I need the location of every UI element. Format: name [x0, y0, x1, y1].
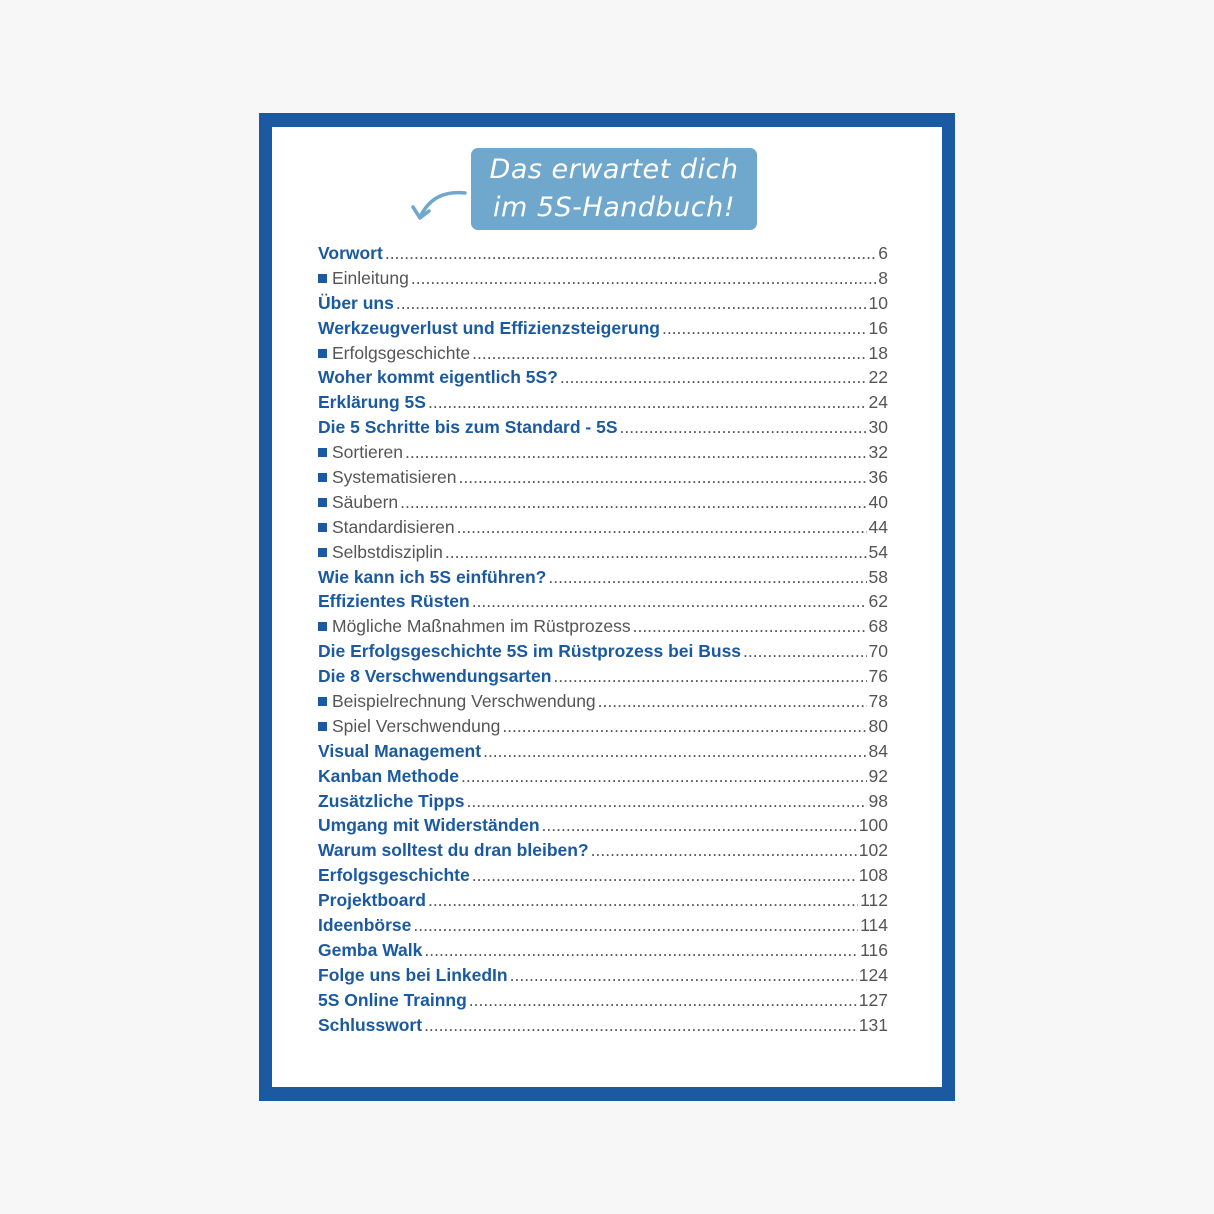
toc-entry-page: 16	[868, 317, 888, 338]
toc-entry[interactable]	[318, 840, 888, 865]
toc-entry-page: 102	[858, 840, 888, 861]
curved-arrow-icon	[410, 187, 470, 227]
square-bullet-icon	[318, 473, 327, 482]
toc-entry-page: 62	[868, 591, 888, 612]
toc-entry-title: Wie kann ich 5S einführen?	[318, 566, 547, 587]
toc-entry[interactable]	[318, 392, 888, 417]
dot-leader	[743, 641, 866, 662]
dot-leader	[457, 517, 867, 538]
toc-entry-page: 8	[878, 267, 888, 288]
toc-entry-title: Selbstdisziplin	[332, 541, 443, 562]
toc-entry[interactable]	[318, 542, 888, 567]
toc-entry-page: 18	[868, 342, 888, 363]
toc-entry-page: 112	[860, 890, 888, 911]
toc-entry-title: Über uns	[318, 292, 394, 313]
toc-entry[interactable]	[318, 367, 888, 392]
callout-banner	[471, 148, 757, 230]
square-bullet-icon	[318, 349, 327, 358]
dot-leader	[405, 442, 867, 463]
dot-leader	[445, 542, 867, 563]
toc-entry-page: 10	[868, 292, 888, 313]
dot-leader	[598, 691, 867, 712]
dot-leader	[662, 318, 867, 339]
toc-entry[interactable]	[318, 641, 888, 666]
dot-leader	[502, 716, 866, 737]
dot-leader	[620, 417, 867, 438]
dot-leader	[472, 591, 867, 612]
toc-entry[interactable]	[318, 1015, 888, 1040]
dot-leader	[510, 965, 857, 986]
dot-leader	[553, 666, 866, 687]
toc-entry-page: 114	[860, 915, 888, 936]
toc-entry-page: 98	[868, 790, 888, 811]
toc-entry-page: 84	[868, 740, 888, 761]
toc-entry-title: Spiel Verschwendung	[332, 715, 501, 736]
toc-entry-title: Standardisieren	[332, 516, 455, 537]
toc-entry-page: 78	[868, 691, 888, 712]
toc-entry-page: 40	[868, 491, 888, 512]
toc-entry-page: 24	[868, 392, 888, 413]
square-bullet-icon	[318, 274, 327, 283]
toc-entry-page: 30	[868, 417, 888, 438]
toc-entry[interactable]	[318, 442, 888, 467]
toc-entry[interactable]	[318, 616, 888, 641]
toc-entry-page: 92	[868, 765, 888, 786]
toc-entry-title: Ideenbörse	[318, 915, 412, 936]
toc-entry[interactable]	[318, 815, 888, 840]
dot-leader	[413, 915, 858, 936]
toc-entry-title: Schlusswort	[318, 1014, 423, 1035]
toc-entry[interactable]	[318, 965, 888, 990]
square-bullet-icon	[318, 498, 327, 507]
toc-entry-title: Kanban Methode	[318, 765, 459, 786]
dot-leader	[411, 268, 876, 289]
toc-entry[interactable]	[318, 567, 888, 592]
toc-entry-page: 80	[868, 715, 888, 736]
dot-leader	[459, 467, 867, 488]
toc-entry-title: Die 8 Verschwendungsarten	[318, 666, 552, 687]
toc-entry[interactable]	[318, 691, 888, 716]
toc-entry-title: Säubern	[332, 491, 399, 512]
toc-entry-page: 58	[868, 566, 888, 587]
dot-leader	[633, 616, 867, 637]
toc-entry[interactable]	[318, 268, 888, 293]
toc-entry-title: Werkzeugverlust und Effizienzsteigerung	[318, 317, 660, 338]
toc-entry-page: 54	[868, 541, 888, 562]
toc-entry[interactable]	[318, 940, 888, 965]
dot-leader	[428, 890, 858, 911]
dot-leader	[428, 392, 867, 413]
toc-entry[interactable]	[318, 791, 888, 816]
toc-entry-title: Erfolgsgeschichte	[318, 865, 470, 886]
toc-entry-page: 116	[860, 939, 888, 960]
toc-entry-title: Die 5 Schritte bis zum Standard - 5S	[318, 417, 618, 438]
toc-entry-title: Systematisieren	[332, 467, 457, 488]
toc-entry-title: Umgang mit Widerständen	[318, 815, 540, 836]
dot-leader	[424, 1015, 857, 1036]
toc-entry-title: 5S Online Trainng	[318, 989, 467, 1010]
dot-leader	[467, 791, 867, 812]
dot-leader	[461, 766, 867, 787]
toc-entry-title: Erfolgsgeschichte	[332, 342, 471, 363]
dot-leader	[560, 367, 867, 388]
toc-entry[interactable]	[318, 741, 888, 766]
toc-entry-page: 124	[858, 964, 888, 985]
toc-entry-page: 127	[858, 989, 888, 1010]
toc-entry[interactable]	[318, 716, 888, 741]
dot-leader	[400, 492, 866, 513]
toc-entry-page: 36	[868, 467, 888, 488]
dot-leader	[472, 865, 857, 886]
toc-entry-title: Warum solltest du dran bleiben?	[318, 840, 589, 861]
toc-entry-title: Effizientes Rüsten	[318, 591, 470, 612]
toc-entry[interactable]	[318, 417, 888, 442]
toc-entry[interactable]	[318, 343, 888, 368]
dot-leader	[424, 940, 858, 961]
dot-leader	[469, 990, 857, 1011]
toc-entry[interactable]	[318, 467, 888, 492]
toc-entry-page: 100	[858, 815, 888, 836]
toc-page	[272, 127, 942, 1087]
dot-leader	[542, 815, 857, 836]
toc-entry[interactable]	[318, 890, 888, 915]
toc-entry-page: 108	[858, 865, 888, 886]
callout-line-2: im 5S-Handbuch!	[492, 192, 736, 223]
callout-line-1: Das erwartet dich	[489, 154, 739, 185]
square-bullet-icon	[318, 448, 327, 457]
toc-entry[interactable]	[318, 865, 888, 890]
toc-entry-page: 44	[868, 516, 888, 537]
toc-entry-page: 131	[858, 1014, 888, 1035]
toc-entry-title: Einleitung	[332, 267, 409, 288]
toc-entry-title: Die Erfolgsgeschichte 5S im Rüstprozess bei Buss	[318, 641, 742, 662]
toc-entry-title: Gemba Walk	[318, 939, 423, 960]
toc-entry[interactable]	[318, 591, 888, 616]
dot-leader	[472, 343, 866, 364]
square-bullet-icon	[318, 523, 327, 532]
toc-entry[interactable]	[318, 517, 888, 542]
square-bullet-icon	[318, 697, 327, 706]
toc-entry-page: 6	[878, 243, 888, 263]
toc-entry-title: Projektboard	[318, 890, 426, 911]
toc-entry-title: Vorwort	[318, 243, 383, 263]
dot-leader	[385, 243, 876, 264]
square-bullet-icon	[318, 548, 327, 557]
toc-entry-title: Mögliche Maßnahmen im Rüstprozess	[332, 616, 631, 637]
toc-entry-page: 22	[868, 367, 888, 388]
toc-entry-title: Beispielrechnung Verschwendung	[332, 691, 596, 712]
dot-leader	[396, 293, 867, 314]
toc-entry[interactable]	[318, 492, 888, 517]
table-of-contents	[318, 243, 888, 1040]
toc-entry-page: 70	[868, 641, 888, 662]
toc-entry[interactable]	[318, 243, 888, 268]
toc-entry[interactable]	[318, 766, 888, 791]
toc-entry-title: Erklärung 5S	[318, 392, 426, 413]
toc-entry-page: 76	[868, 666, 888, 687]
toc-page-border	[259, 113, 955, 1101]
dot-leader	[483, 741, 866, 762]
toc-entry-title: Sortieren	[332, 442, 404, 463]
toc-entry[interactable]	[318, 318, 888, 343]
square-bullet-icon	[318, 622, 327, 631]
toc-entry-title: Folge uns bei LinkedIn	[318, 964, 508, 985]
square-bullet-icon	[318, 722, 327, 731]
toc-entry[interactable]	[318, 990, 888, 1015]
toc-entry[interactable]	[318, 915, 888, 940]
toc-entry-title: Woher kommt eigentlich 5S?	[318, 367, 558, 388]
toc-entry-page: 68	[868, 616, 888, 637]
toc-entry[interactable]	[318, 666, 888, 691]
dot-leader	[591, 840, 857, 861]
toc-entry-page: 32	[868, 442, 888, 463]
toc-entry[interactable]	[318, 293, 888, 318]
dot-leader	[548, 567, 866, 588]
toc-entry-title: Zusätzliche Tipps	[318, 790, 465, 811]
toc-entry-title: Visual Management	[318, 740, 482, 761]
